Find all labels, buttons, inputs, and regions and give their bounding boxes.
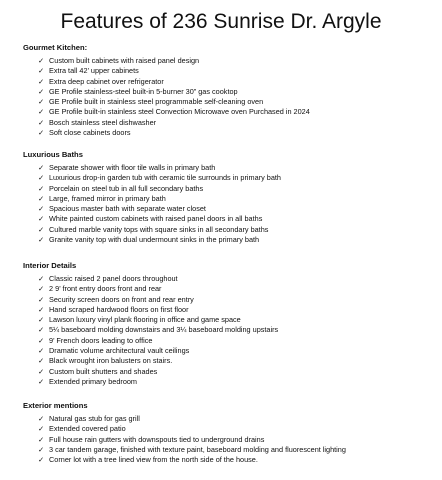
checkmark-icon: ✓	[38, 66, 45, 76]
list-item	[23, 66, 433, 76]
checkmark-icon: ✓	[38, 325, 45, 335]
checkmark-icon: ✓	[38, 86, 45, 96]
checkmark-icon: ✓	[38, 193, 45, 203]
list-item-text: Extra tall 42’ upper cabinets	[49, 66, 139, 76]
list-item	[23, 163, 433, 173]
list-item	[23, 445, 433, 455]
list-item-text: Bosch stainless steel dishwasher	[49, 117, 157, 127]
section-luxurious-baths	[23, 149, 433, 245]
list-item-text: Luxurious drop-in garden tub with ceramic tile surrounds in primary bath	[49, 173, 281, 183]
list-item-text: Cultured marble vanity tops with square sinks in all secondary baths	[49, 224, 269, 234]
checkmark-icon: ✓	[38, 97, 45, 107]
list-item	[23, 414, 433, 424]
checkmark-icon: ✓	[38, 335, 45, 345]
list-item-text: Extended primary bedroom	[49, 376, 138, 386]
list-item	[23, 367, 433, 377]
section-heading: Gourmet Kitchen:	[23, 43, 88, 52]
list-item	[23, 204, 433, 214]
list-item-text: Extra deep cabinet over refrigerator	[49, 76, 164, 86]
list-item-text: Natural gas stub for gas grill	[49, 414, 140, 423]
list-item-text: Porcelain on steel tub in all full secondary baths	[49, 183, 204, 193]
checkmark-icon: ✓	[38, 455, 45, 465]
list-item	[23, 225, 433, 235]
checkmark-icon: ✓	[38, 204, 45, 214]
checkmark-icon: ✓	[38, 183, 45, 193]
list-item	[23, 128, 433, 138]
list-item	[23, 214, 433, 224]
list-item	[23, 346, 433, 356]
checkmark-icon: ✓	[38, 434, 45, 444]
list-item-text: Corner lot with a tree lined view from the north side of the house.	[49, 455, 258, 465]
checkmark-icon: ✓	[38, 56, 45, 65]
checkmark-icon: ✓	[38, 376, 45, 386]
list-item	[23, 455, 433, 465]
list-item-text: 9’ French doors leading to office	[49, 335, 153, 345]
section-heading: Exterior mentions	[23, 401, 88, 410]
list-item	[23, 184, 433, 194]
checkmark-icon: ✓	[38, 274, 45, 283]
checkmark-icon: ✓	[38, 346, 45, 356]
list-item	[23, 97, 433, 107]
list-item-text: Security screen doors on front and rear entry	[49, 294, 194, 304]
checkmark-icon: ✓	[38, 366, 45, 376]
list-item	[23, 424, 433, 434]
list-item-text: Full house rain gutters with downspouts tied to underground drains	[49, 434, 265, 444]
list-item-text: 5¼ baseboard molding downstairs and 3¼ baseboard molding upstairs	[49, 325, 279, 335]
list-item-text: Spacious master bath with separate water closet	[49, 204, 206, 214]
list-item-text: Hand scraped hardwood floors on first floor	[49, 304, 189, 314]
list-item	[23, 377, 433, 387]
section-heading: Luxurious Baths	[23, 150, 83, 159]
list-item-text: GE Profile built in stainless steel programmable self-cleaning oven	[49, 97, 264, 107]
section-gourmet-kitchen	[23, 42, 433, 138]
list-item-text: Soft close cabinets doors	[49, 128, 131, 138]
list-item	[23, 284, 433, 294]
list-item-text: GE Profile built-in stainless steel Convection Microwave oven Purchased in 2024	[49, 107, 310, 117]
checkmark-icon: ✓	[38, 424, 45, 434]
checkmark-icon: ✓	[38, 356, 45, 366]
section-exterior-mentions	[23, 400, 433, 465]
list-item-text: Custom built shutters and shades	[49, 366, 158, 376]
list-item-text: Granite vanity top with dual undermount sinks in the primary bath	[49, 235, 260, 245]
checkmark-icon: ✓	[38, 414, 45, 423]
list-item-text: Dramatic volume architectural vault ceilings	[49, 346, 190, 356]
checkmark-icon: ✓	[38, 76, 45, 86]
list-item-text: Custom built cabinets with raised panel design	[49, 56, 200, 65]
feature-list	[23, 56, 433, 138]
checkmark-icon: ✓	[38, 117, 45, 127]
list-item	[23, 235, 433, 245]
feature-list	[23, 414, 433, 465]
feature-list	[23, 274, 433, 387]
list-item-text: Black wrought iron balusters on stairs.	[49, 356, 173, 366]
list-item	[23, 173, 433, 183]
section-interior-details	[23, 260, 433, 387]
list-item	[23, 274, 433, 284]
list-item-text: Extended covered patio	[49, 424, 126, 434]
list-item	[23, 87, 433, 97]
checkmark-icon: ✓	[38, 163, 45, 172]
checkmark-icon: ✓	[38, 224, 45, 234]
list-item	[23, 56, 433, 66]
list-item-text: Separate shower with floor tile walls in primary bath	[49, 163, 216, 172]
checkmark-icon: ✓	[38, 173, 45, 183]
page-title: Features of 236 Sunrise Dr. Argyle	[60, 10, 382, 33]
checkmark-icon: ✓	[38, 128, 45, 138]
checkmark-icon: ✓	[38, 107, 45, 117]
list-item	[23, 295, 433, 305]
list-item-text: 3 car tandem garage, finished with texture paint, baseboard molding and fluorescent lighting	[49, 444, 346, 454]
list-item	[23, 315, 433, 325]
list-item	[23, 305, 433, 315]
checkmark-icon: ✓	[38, 214, 45, 224]
list-item	[23, 435, 433, 445]
list-item-text: 2 9’ front entry doors front and rear	[49, 284, 162, 294]
list-item	[23, 336, 433, 346]
list-item	[23, 356, 433, 366]
list-item-text: White painted custom cabinets with raised panel doors in all baths	[49, 214, 263, 224]
list-item-text: Lawson luxury vinyl plank flooring in office and game space	[49, 315, 241, 325]
checkmark-icon: ✓	[38, 294, 45, 304]
checkmark-icon: ✓	[38, 444, 45, 454]
checkmark-icon: ✓	[38, 315, 45, 325]
checkmark-icon: ✓	[38, 284, 45, 294]
checkmark-icon: ✓	[38, 235, 45, 245]
list-item	[23, 77, 433, 87]
list-item	[23, 107, 433, 117]
list-item	[23, 325, 433, 335]
section-heading: Interior Details	[23, 261, 77, 270]
list-item	[23, 118, 433, 128]
list-item-text: GE Profile stainless-steel built-in 5-burner 30” gas cooktop	[49, 86, 238, 96]
feature-list	[23, 163, 433, 245]
checkmark-icon: ✓	[38, 304, 45, 314]
list-item	[23, 194, 433, 204]
list-item-text: Large, framed mirror in primary bath	[49, 193, 166, 203]
list-item-text: Classic raised 2 panel doors throughout	[49, 274, 178, 283]
